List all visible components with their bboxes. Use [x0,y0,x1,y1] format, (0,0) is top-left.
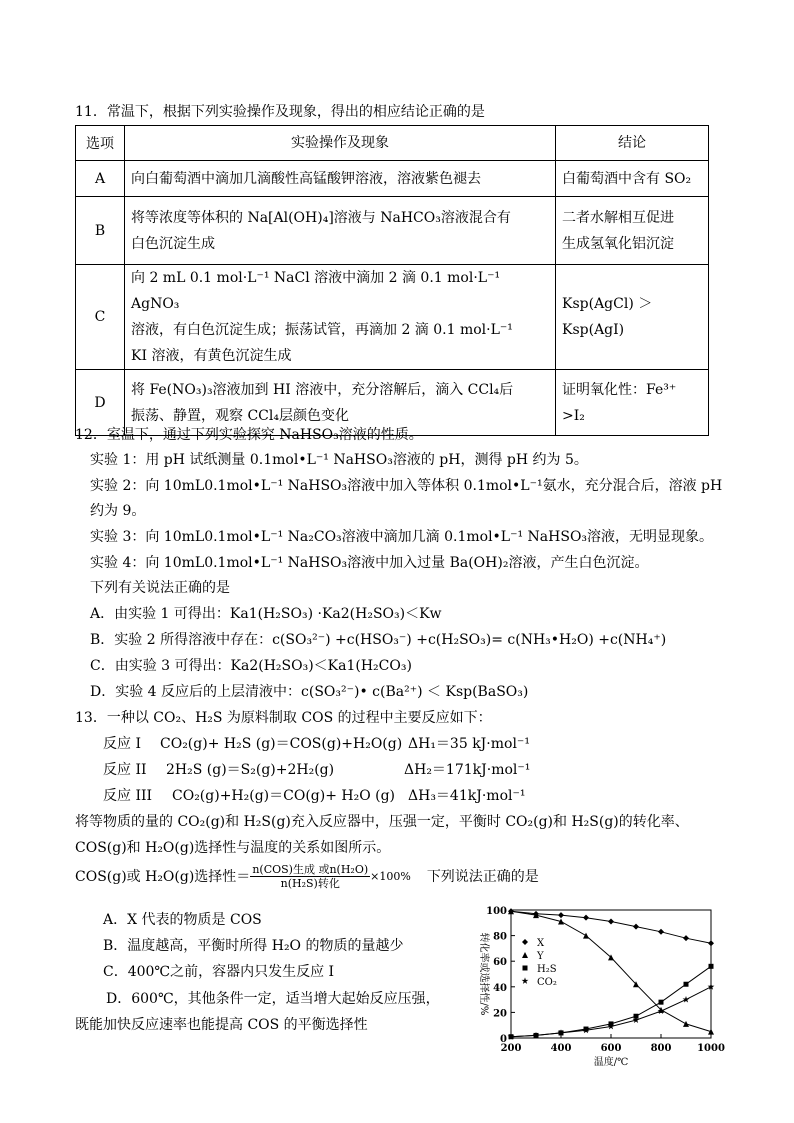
reaction-2-enthalpy: ΔH₂＝171kJ·mol⁻¹ [404,762,531,778]
reaction-3-equation: CO₂(g)+H₂(g)＝CO(g)+ H₂O (g) [172,788,396,804]
operation-cell [125,265,556,370]
data-point-triangle [683,1021,689,1027]
q12-option-d: D．实验 4 反应后的上层清液中：c(SO₃²⁻)• c(Ba²⁺) ＜ Ksp(BaSO₃) [90,684,529,700]
q13-option-c: C．400℃之前，容器内只发生反应 I [103,964,335,980]
q11-stem: 11．常温下，根据下列实验操作及现象，得出的相应结论正确的是 [75,104,485,120]
q12-option-b: B．实验 2 所得溶液中存在：c(SO₃²⁻) +c(HSO₃⁻) +c(H₂SO₃)= c(NH₃•H₂O) +c(NH₄⁺) [90,632,667,648]
q12-line: 实验 2：向 10mL0.1mol•L⁻¹ NaHSO₃溶液中加入等体积 0.1mol•L⁻¹氨水，充分混合后，溶液 pH [90,478,723,494]
option-cell: C [76,265,125,370]
legend-marker-star [522,977,529,984]
table-row [76,197,709,265]
legend-marker-triangle [522,952,528,958]
conversion-selectivity-chart [465,900,725,1070]
option-cell: D [76,370,125,436]
data-point-triangle [708,1029,714,1035]
y-tick-label: 0 [500,1034,507,1045]
operation-line: KI 溶液，有黄色沉淀生成 [131,348,292,364]
data-point-diamond [583,915,589,921]
y-axis-title: 转化率或选择性/% [478,932,489,1016]
data-point-diamond [633,924,639,930]
reaction-3-name: 反应 III [103,788,153,804]
operation-cell [125,197,556,265]
table-header-row [76,126,709,161]
operation-line: 向 2 mL 0.1 mol·L⁻¹ NaCl 溶液中滴加 2 滴 0.1 mol·L⁻¹ AgNO₃ [131,270,501,312]
x-tick-label: 1000 [697,1043,725,1054]
data-point-diamond [708,940,714,946]
selectivity-prefix: COS(g)或 H₂O(g)选择性＝ [75,869,251,885]
conclusion-line: Ksp(AgCl) ＞Ksp(AgI) [562,296,653,338]
data-point-diamond [608,919,614,925]
q13-stem: 13．一种以 CO₂、H₂S 为原料制取 COS 的过程中主要反应如下： [75,710,492,726]
reaction-1-name: 反应 I [103,736,141,752]
q13-question: 下列说法正确的是 [426,869,539,885]
operation-cell [125,161,556,197]
x-tick-label: 600 [600,1043,622,1054]
q12-line: 实验 3：向 10mL0.1mol•L⁻¹ Na₂CO₃溶液中滴加几滴 0.1mol•L⁻¹ NaHSO₃溶液，无明显现象。 [90,529,714,545]
q13-paragraph: 将等物质的量的 CO₂(g)和 H₂S(g)充入反应器中，压强一定，平衡时 CO₂(g)和 H₂S(g)的转化率、 [75,814,689,830]
y-tick-label: 20 [493,1008,507,1020]
data-point-diamond [658,929,664,935]
q12-stem: 12．室温下，通过下列实验探究 NaHSO₃溶液的性质。 [75,427,423,443]
q13-option-d-continued: 既能加快反应速率也能提高 COS 的平衡选择性 [75,1017,368,1033]
legend-marker-square [523,966,528,971]
conclusion-cell [556,161,709,197]
data-point-triangle [583,933,589,939]
q13-option-a: A．X 代表的物质是 COS [103,912,262,928]
conclusion-line: 生成氢氧化铝沉淀 [562,235,674,252]
data-point-square [684,982,689,987]
q13-paragraph: COS(g)和 H₂O(g)选择性与温度的关系如图所示。 [75,840,391,856]
conclusion-cell [556,370,709,436]
reaction-2-equation: 2H₂S (g)＝S₂(g)+2H₂(g) [166,762,335,778]
operation-line: 白色沉淀生成 [131,235,215,252]
reaction-1-equation: CO₂(g)+ H₂S (g)＝COS(g)+H₂O(g) [160,736,403,752]
q12-line: 实验 4：向 10mL0.1mol•L⁻¹ NaHSO₃溶液中加入过量 Ba(OH)₂溶液，产生白色沉淀。 [90,555,649,571]
conclusion-line: 二者水解相互促进 [562,209,674,226]
conclusion-line: 证明氧化性：Fe³⁺ >I₂ [562,381,677,424]
q12-option-c: C．由实验 3 可得出：Ka2(H₂SO₃)＜Ka1(H₂CO₃) [90,658,412,674]
conclusion-cell [556,197,709,265]
data-point-square [659,1000,664,1005]
selectivity-suffix: ×100% [370,869,411,883]
q12-option-a: A．由实验 1 可得出：Ka1(H₂SO₃) ·Ka2(H₂SO₃)＜Kw [90,606,442,622]
conclusion-cell [556,265,709,370]
fraction-denominator: n(H₂S)转化 [280,876,340,890]
q12-line: 约为 9。 [90,503,146,519]
option-cell: B [76,197,125,265]
header-operation: 实验操作及现象 [125,126,556,161]
x-tick-label: 400 [550,1043,572,1054]
y-tick-label: 80 [493,931,507,943]
data-point-diamond [683,935,689,941]
q13-option-d: D．600℃，其他条件一定，适当增大起始反应压强， [106,991,440,1007]
operation-line: 将 Fe(NO₃)₃溶液加到 HI 溶液中，充分溶解后，滴入 CCl₄后 [131,381,514,398]
operation-line: 振荡、静置，观察 CCl₄层颜色变化 [131,407,349,424]
legend-label: Y [537,951,544,962]
selectivity-formula [75,858,539,894]
header-option: 选项 [76,126,125,161]
data-point-square [709,964,714,969]
data-point-diamond [558,912,564,918]
q13-option-b: B．温度越高，平衡时所得 H₂O 的物质的量越少 [103,938,404,954]
table-row [76,265,709,370]
reaction-2-name: 反应 II [103,762,147,778]
experiment-table [75,125,709,436]
reaction-1-enthalpy: ΔH₁＝35 kJ·mol⁻¹ [408,736,530,752]
legend-label: CO₂ [537,977,557,988]
fraction-numerator: n(COS)生成 或n(H₂O) [252,862,369,876]
conclusion-line: 白葡萄酒中含有 SO₂ [562,170,692,187]
y-tick-label: 100 [486,906,507,917]
x-axis-title: 温度/℃ [593,1057,629,1068]
y-tick-label: 60 [493,957,507,969]
data-point-triangle [558,919,564,925]
y-tick-label: 40 [493,982,507,994]
reaction-3-enthalpy: ΔH₃＝41kJ·mol⁻¹ [408,788,526,804]
q12-question: 下列有关说法正确的是 [90,580,230,596]
legend-label: H₂S [537,964,557,975]
legend-marker-diamond [522,939,528,945]
legend-label: X [537,938,545,949]
x-tick-label: 200 [500,1043,522,1054]
table-row [76,161,709,197]
operation-line: 溶液，有白色沉淀生成；振荡试管，再滴加 2 滴 0.1 mol·L⁻¹ [131,322,513,338]
series-line-star [511,987,711,1037]
selectivity-fraction [250,863,370,890]
operation-line: 将等浓度等体积的 Na[Al(OH)₄]溶液与 NaHCO₃溶液混合有 [131,209,511,226]
x-tick-label: 800 [650,1043,672,1054]
operation-line: 向白葡萄酒中滴加几滴酸性高锰酸钾溶液，溶液紫色褪去 [131,170,481,187]
data-point-star [683,996,690,1003]
q12-line: 实验 1：用 pH 试纸测量 0.1mol•L⁻¹ NaHSO₃溶液的 pH，测得 pH 约为 5。 [90,452,588,468]
header-conclusion: 结论 [556,126,709,161]
option-cell: A [76,161,125,197]
